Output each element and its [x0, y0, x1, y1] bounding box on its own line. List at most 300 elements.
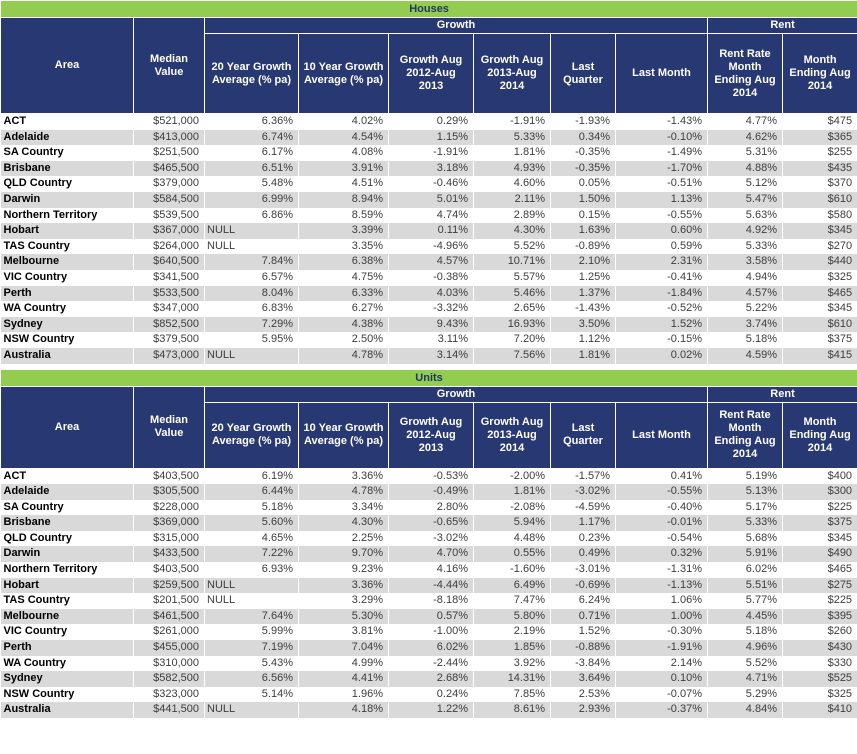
- last-quarter-cell: 2.93%: [551, 702, 616, 718]
- rent-rate-cell: 5.68%: [708, 531, 783, 547]
- rent-rate-cell: 4.57%: [708, 286, 783, 302]
- median-value-cell: $582,500: [134, 671, 205, 687]
- rent-month-ending-cell: $430: [783, 640, 857, 656]
- area-cell: Adelaide: [1, 130, 134, 146]
- rent-rate-cell: 5.29%: [708, 687, 783, 703]
- table-row: [1, 593, 857, 609]
- growth-2012-2013-cell: 4.74%: [389, 208, 474, 224]
- rent-month-ending-cell: $465: [783, 286, 857, 302]
- last-month-cell: -0.55%: [616, 484, 708, 500]
- growth-2012-2013-cell: -0.53%: [389, 468, 474, 484]
- rent-rate-cell: 4.88%: [708, 161, 783, 177]
- last-quarter-cell: 0.23%: [551, 531, 616, 547]
- growth-10yr-avg-cell: 2.50%: [299, 332, 389, 348]
- area-cell: Hobart: [1, 578, 134, 594]
- group-header-row: [1, 18, 857, 34]
- last-quarter-cell: -0.89%: [551, 239, 616, 255]
- growth-2012-2013-cell: 3.18%: [389, 161, 474, 177]
- table-row: [1, 546, 857, 562]
- growth-20yr-avg-cell: 6.83%: [205, 301, 299, 317]
- last-month-cell: 1.00%: [616, 609, 708, 625]
- growth-2012-2013-cell: -1.00%: [389, 624, 474, 640]
- growth-2013-2014-cell: 2.11%: [474, 192, 551, 208]
- rent-rate-cell: 5.13%: [708, 484, 783, 500]
- growth-2013-2014-cell: 5.52%: [474, 239, 551, 255]
- last-quarter-cell: 6.24%: [551, 593, 616, 609]
- area-cell: Melbourne: [1, 609, 134, 625]
- rent-rate-cell: 5.33%: [708, 515, 783, 531]
- median-value-column-header: Median Value: [134, 386, 205, 468]
- area-cell: NSW Country: [1, 332, 134, 348]
- growth-10yr-avg-header: 10 Year Growth Average (% pa): [299, 402, 389, 468]
- growth-2013-2014-cell: 4.93%: [474, 161, 551, 177]
- growth-20yr-avg-cell: NULL: [205, 239, 299, 255]
- growth-20yr-avg-cell: 7.19%: [205, 640, 299, 656]
- rent-rate-cell: 5.51%: [708, 578, 783, 594]
- rent-month-ending-cell: $225: [783, 500, 857, 516]
- growth-2013-2014-cell: 7.47%: [474, 593, 551, 609]
- growth-20yr-avg-cell: 4.65%: [205, 531, 299, 547]
- growth-10yr-avg-cell: 5.30%: [299, 609, 389, 625]
- last-month-cell: -1.31%: [616, 562, 708, 578]
- rent-month-ending-cell: $375: [783, 515, 857, 531]
- last-quarter-cell: 1.17%: [551, 515, 616, 531]
- growth-2013-2014-cell: 2.89%: [474, 208, 551, 224]
- median-value-column-header: Median Value: [134, 18, 205, 114]
- growth-2013-2014-cell: 1.85%: [474, 640, 551, 656]
- rent-month-ending-cell: $345: [783, 531, 857, 547]
- rent-month-ending-cell: $525: [783, 671, 857, 687]
- table-row: [1, 687, 857, 703]
- growth-20yr-avg-cell: 6.56%: [205, 671, 299, 687]
- area-cell: Australia: [1, 702, 134, 718]
- table-row: [1, 145, 857, 161]
- area-cell: ACT: [1, 114, 134, 130]
- area-cell: QLD Country: [1, 531, 134, 547]
- table-row: [1, 130, 857, 146]
- growth-2012-2013-cell: -3.32%: [389, 301, 474, 317]
- last-month-cell: -1.49%: [616, 145, 708, 161]
- rent-month-ending-cell: $325: [783, 687, 857, 703]
- growth-2012-2013-cell: 3.11%: [389, 332, 474, 348]
- growth-2013-2014-cell: 5.57%: [474, 270, 551, 286]
- growth-2013-2014-cell: 5.46%: [474, 286, 551, 302]
- table-body: [1, 468, 857, 718]
- growth-20yr-avg-cell: 6.51%: [205, 161, 299, 177]
- area-cell: WA Country: [1, 301, 134, 317]
- growth-10yr-avg-cell: 3.35%: [299, 239, 389, 255]
- growth-10yr-avg-cell: 3.34%: [299, 500, 389, 516]
- table-header: [1, 369, 857, 468]
- growth-2012-2013-cell: -0.38%: [389, 270, 474, 286]
- growth-20yr-avg-cell: 7.64%: [205, 609, 299, 625]
- growth-20yr-avg-cell: NULL: [205, 593, 299, 609]
- median-value-cell: $251,500: [134, 145, 205, 161]
- rent-rate-cell: 4.77%: [708, 114, 783, 130]
- rent-rate-cell: 4.92%: [708, 223, 783, 239]
- rent-month-ending-cell: $415: [783, 348, 857, 364]
- table-row: [1, 161, 857, 177]
- growth-10yr-avg-cell: 9.23%: [299, 562, 389, 578]
- median-value-cell: $259,500: [134, 578, 205, 594]
- growth-2013-2014-cell: 10.71%: [474, 254, 551, 270]
- rent-rate-header: Rent Rate Month Ending Aug 2014: [708, 402, 783, 468]
- growth-20yr-avg-cell: 5.99%: [205, 624, 299, 640]
- table-header: [1, 1, 857, 114]
- growth-10yr-avg-cell: 4.78%: [299, 348, 389, 364]
- area-cell: VIC Country: [1, 624, 134, 640]
- median-value-cell: $473,000: [134, 348, 205, 364]
- growth-10yr-avg-cell: 4.18%: [299, 702, 389, 718]
- growth-20yr-avg-cell: 6.36%: [205, 114, 299, 130]
- growth-10yr-avg-cell: 4.75%: [299, 270, 389, 286]
- growth-2012-2013-cell: 3.14%: [389, 348, 474, 364]
- last-quarter-cell: 1.81%: [551, 348, 616, 364]
- table-row: [1, 562, 857, 578]
- last-quarter-cell: -1.43%: [551, 301, 616, 317]
- rent-rate-cell: 4.71%: [708, 671, 783, 687]
- group-header-row: [1, 386, 857, 402]
- growth-10yr-avg-cell: 9.70%: [299, 546, 389, 562]
- median-value-cell: $261,000: [134, 624, 205, 640]
- section-title-row: [1, 369, 857, 386]
- growth-10yr-avg-cell: 4.78%: [299, 484, 389, 500]
- rent-rate-cell: 6.02%: [708, 562, 783, 578]
- growth-2013-2014-cell: 5.80%: [474, 609, 551, 625]
- table-row: [1, 286, 857, 302]
- last-quarter-cell: -3.02%: [551, 484, 616, 500]
- growth-2012-2013-cell: 4.57%: [389, 254, 474, 270]
- growth-10yr-avg-cell: 4.99%: [299, 656, 389, 672]
- growth-10yr-avg-cell: 8.59%: [299, 208, 389, 224]
- growth-2012-2013-cell: 9.43%: [389, 317, 474, 333]
- growth-2012-2013-cell: -2.44%: [389, 656, 474, 672]
- last-month-cell: -0.41%: [616, 270, 708, 286]
- last-month-cell: 1.52%: [616, 317, 708, 333]
- area-cell: Melbourne: [1, 254, 134, 270]
- last-quarter-cell: 0.05%: [551, 176, 616, 192]
- growth-2013-2014-cell: 1.81%: [474, 145, 551, 161]
- growth-20yr-avg-cell: NULL: [205, 702, 299, 718]
- growth-group-header: Growth: [205, 386, 708, 402]
- growth-20yr-avg-cell: 6.86%: [205, 208, 299, 224]
- median-value-cell: $347,000: [134, 301, 205, 317]
- last-month-header: Last Month: [616, 34, 708, 114]
- growth-20yr-avg-header: 20 Year Growth Average (% pa): [205, 34, 299, 114]
- growth-2013-2014-cell: 3.92%: [474, 656, 551, 672]
- area-cell: Perth: [1, 286, 134, 302]
- last-quarter-cell: 3.50%: [551, 317, 616, 333]
- growth-20yr-avg-cell: 5.43%: [205, 656, 299, 672]
- median-value-cell: $533,500: [134, 286, 205, 302]
- last-quarter-cell: 2.10%: [551, 254, 616, 270]
- growth-2012-2013-cell: -1.91%: [389, 145, 474, 161]
- last-quarter-cell: 1.52%: [551, 624, 616, 640]
- last-month-cell: -0.37%: [616, 702, 708, 718]
- houses-table: [0, 0, 857, 364]
- last-month-header: Last Month: [616, 402, 708, 468]
- growth-20yr-avg-cell: 5.14%: [205, 687, 299, 703]
- last-month-cell: -1.43%: [616, 114, 708, 130]
- table-row: [1, 223, 857, 239]
- median-value-cell: $201,500: [134, 593, 205, 609]
- median-value-cell: $379,500: [134, 332, 205, 348]
- last-month-cell: 1.06%: [616, 593, 708, 609]
- area-column-header: Area: [1, 386, 134, 468]
- rent-rate-cell: 4.59%: [708, 348, 783, 364]
- rent-rate-cell: 4.84%: [708, 702, 783, 718]
- median-value-cell: $367,000: [134, 223, 205, 239]
- area-cell: Perth: [1, 640, 134, 656]
- growth-2013-2014-cell: 7.20%: [474, 332, 551, 348]
- growth-2012-2013-cell: -4.44%: [389, 578, 474, 594]
- growth-20yr-avg-cell: 6.99%: [205, 192, 299, 208]
- area-cell: TAS Country: [1, 593, 134, 609]
- last-month-cell: -1.13%: [616, 578, 708, 594]
- table-row: [1, 270, 857, 286]
- growth-20yr-avg-cell: 6.44%: [205, 484, 299, 500]
- growth-20yr-avg-cell: 7.22%: [205, 546, 299, 562]
- rent-rate-cell: 5.91%: [708, 546, 783, 562]
- median-value-cell: $455,000: [134, 640, 205, 656]
- rent-rate-cell: 4.94%: [708, 270, 783, 286]
- rent-month-ending-header: Month Ending Aug 2014: [783, 402, 857, 468]
- table-row: [1, 578, 857, 594]
- median-value-cell: $433,500: [134, 546, 205, 562]
- growth-10yr-avg-cell: 3.29%: [299, 593, 389, 609]
- table-row: [1, 317, 857, 333]
- median-value-cell: $403,500: [134, 468, 205, 484]
- last-quarter-cell: 0.15%: [551, 208, 616, 224]
- growth-20yr-avg-cell: 7.84%: [205, 254, 299, 270]
- growth-20yr-avg-header: 20 Year Growth Average (% pa): [205, 402, 299, 468]
- area-cell: VIC Country: [1, 270, 134, 286]
- last-quarter-cell: 2.53%: [551, 687, 616, 703]
- rent-rate-cell: 5.47%: [708, 192, 783, 208]
- rent-rate-cell: 4.62%: [708, 130, 783, 146]
- table-row: [1, 515, 857, 531]
- last-quarter-cell: 1.37%: [551, 286, 616, 302]
- last-month-cell: -1.70%: [616, 161, 708, 177]
- median-value-cell: $379,000: [134, 176, 205, 192]
- table-row: [1, 332, 857, 348]
- rent-month-ending-cell: $375: [783, 332, 857, 348]
- rent-rate-cell: 5.77%: [708, 593, 783, 609]
- rent-month-ending-cell: $610: [783, 192, 857, 208]
- last-month-cell: 2.31%: [616, 254, 708, 270]
- growth-2012-2013-cell: -4.96%: [389, 239, 474, 255]
- last-month-cell: 0.59%: [616, 239, 708, 255]
- median-value-cell: $539,500: [134, 208, 205, 224]
- median-value-cell: $403,500: [134, 562, 205, 578]
- last-month-cell: -0.55%: [616, 208, 708, 224]
- growth-20yr-avg-cell: 6.17%: [205, 145, 299, 161]
- rent-month-ending-cell: $365: [783, 130, 857, 146]
- last-quarter-header: Last Quarter: [551, 402, 616, 468]
- area-cell: Hobart: [1, 223, 134, 239]
- growth-10yr-avg-cell: 4.38%: [299, 317, 389, 333]
- growth-2012-2013-header: Growth Aug 2012-Aug 2013: [389, 402, 474, 468]
- growth-2013-2014-cell: 0.55%: [474, 546, 551, 562]
- growth-10yr-avg-cell: 6.27%: [299, 301, 389, 317]
- rent-rate-cell: 5.12%: [708, 176, 783, 192]
- table-row: [1, 624, 857, 640]
- growth-10yr-avg-cell: 3.39%: [299, 223, 389, 239]
- growth-2012-2013-cell: 0.24%: [389, 687, 474, 703]
- rent-rate-cell: 5.31%: [708, 145, 783, 161]
- last-quarter-header: Last Quarter: [551, 34, 616, 114]
- section-title: Houses: [1, 1, 857, 18]
- last-quarter-cell: 0.49%: [551, 546, 616, 562]
- growth-2012-2013-cell: 4.70%: [389, 546, 474, 562]
- growth-2012-2013-cell: 4.16%: [389, 562, 474, 578]
- rent-month-ending-cell: $345: [783, 301, 857, 317]
- units-table: [0, 369, 857, 719]
- rent-rate-cell: 5.18%: [708, 332, 783, 348]
- area-cell: SA Country: [1, 145, 134, 161]
- table-row: [1, 484, 857, 500]
- growth-2012-2013-cell: 2.80%: [389, 500, 474, 516]
- rent-month-ending-cell: $465: [783, 562, 857, 578]
- table-row: [1, 176, 857, 192]
- area-cell: WA Country: [1, 656, 134, 672]
- section-title-row: [1, 1, 857, 18]
- rent-month-ending-cell: $410: [783, 702, 857, 718]
- growth-10yr-avg-cell: 1.96%: [299, 687, 389, 703]
- growth-10yr-avg-cell: 4.30%: [299, 515, 389, 531]
- last-month-cell: 0.10%: [616, 671, 708, 687]
- median-value-cell: $521,000: [134, 114, 205, 130]
- growth-10yr-avg-cell: 4.51%: [299, 176, 389, 192]
- growth-2012-2013-cell: 1.15%: [389, 130, 474, 146]
- median-value-cell: $369,000: [134, 515, 205, 531]
- last-month-cell: 0.41%: [616, 468, 708, 484]
- last-month-cell: -0.40%: [616, 500, 708, 516]
- rent-rate-cell: 5.19%: [708, 468, 783, 484]
- last-month-cell: -0.07%: [616, 687, 708, 703]
- area-cell: QLD Country: [1, 176, 134, 192]
- last-quarter-cell: 0.34%: [551, 130, 616, 146]
- last-month-cell: -0.10%: [616, 130, 708, 146]
- last-quarter-cell: -0.35%: [551, 145, 616, 161]
- growth-20yr-avg-cell: NULL: [205, 223, 299, 239]
- growth-2013-2014-cell: 16.93%: [474, 317, 551, 333]
- area-cell: Northern Territory: [1, 562, 134, 578]
- last-quarter-cell: 1.63%: [551, 223, 616, 239]
- growth-10yr-avg-cell: 7.04%: [299, 640, 389, 656]
- table-row: [1, 208, 857, 224]
- rent-group-header: Rent: [708, 386, 857, 402]
- last-quarter-cell: -1.93%: [551, 114, 616, 130]
- table-row: [1, 192, 857, 208]
- rent-month-ending-header: Month Ending Aug 2014: [783, 34, 857, 114]
- last-month-cell: -0.51%: [616, 176, 708, 192]
- growth-10yr-avg-cell: 3.81%: [299, 624, 389, 640]
- last-month-cell: -0.01%: [616, 515, 708, 531]
- rent-rate-cell: 5.63%: [708, 208, 783, 224]
- rent-month-ending-cell: $345: [783, 223, 857, 239]
- growth-20yr-avg-cell: 8.04%: [205, 286, 299, 302]
- growth-10yr-avg-header: 10 Year Growth Average (% pa): [299, 34, 389, 114]
- growth-20yr-avg-cell: 6.19%: [205, 468, 299, 484]
- area-cell: Darwin: [1, 546, 134, 562]
- growth-10yr-avg-cell: 6.33%: [299, 286, 389, 302]
- growth-10yr-avg-cell: 3.36%: [299, 468, 389, 484]
- rent-rate-cell: 5.22%: [708, 301, 783, 317]
- growth-2012-2013-cell: 2.68%: [389, 671, 474, 687]
- growth-20yr-avg-cell: 6.57%: [205, 270, 299, 286]
- table-row: [1, 254, 857, 270]
- area-cell: Adelaide: [1, 484, 134, 500]
- growth-2012-2013-header: Growth Aug 2012-Aug 2013: [389, 34, 474, 114]
- growth-10yr-avg-cell: 4.08%: [299, 145, 389, 161]
- growth-20yr-avg-cell: 5.48%: [205, 176, 299, 192]
- rent-rate-cell: 4.45%: [708, 609, 783, 625]
- growth-2013-2014-cell: 6.49%: [474, 578, 551, 594]
- last-quarter-cell: -0.35%: [551, 161, 616, 177]
- growth-2013-2014-cell: -2.08%: [474, 500, 551, 516]
- rent-month-ending-cell: $300: [783, 484, 857, 500]
- growth-2013-2014-cell: 14.31%: [474, 671, 551, 687]
- rent-rate-cell: 3.58%: [708, 254, 783, 270]
- growth-10yr-avg-cell: 4.41%: [299, 671, 389, 687]
- growth-20yr-avg-cell: 7.29%: [205, 317, 299, 333]
- last-quarter-cell: -3.01%: [551, 562, 616, 578]
- growth-2013-2014-cell: 7.56%: [474, 348, 551, 364]
- growth-2013-2014-cell: 5.33%: [474, 130, 551, 146]
- median-value-cell: $323,000: [134, 687, 205, 703]
- growth-10yr-avg-cell: 8.94%: [299, 192, 389, 208]
- median-value-cell: $228,000: [134, 500, 205, 516]
- growth-2013-2014-cell: 4.48%: [474, 531, 551, 547]
- table-row: [1, 702, 857, 718]
- rent-month-ending-cell: $225: [783, 593, 857, 609]
- growth-2012-2013-cell: 0.29%: [389, 114, 474, 130]
- area-column-header: Area: [1, 18, 134, 114]
- table-row: [1, 500, 857, 516]
- growth-2012-2013-cell: 5.01%: [389, 192, 474, 208]
- growth-20yr-avg-cell: 6.74%: [205, 130, 299, 146]
- growth-2013-2014-cell: 8.61%: [474, 702, 551, 718]
- growth-10yr-avg-cell: 4.02%: [299, 114, 389, 130]
- rent-rate-cell: 5.52%: [708, 656, 783, 672]
- section-title: Units: [1, 369, 857, 386]
- median-value-cell: $413,000: [134, 130, 205, 146]
- last-month-cell: 0.02%: [616, 348, 708, 364]
- table-row: [1, 609, 857, 625]
- growth-20yr-avg-cell: 6.93%: [205, 562, 299, 578]
- area-cell: Northern Territory: [1, 208, 134, 224]
- growth-20yr-avg-cell: NULL: [205, 578, 299, 594]
- rent-rate-cell: 5.18%: [708, 624, 783, 640]
- last-quarter-cell: 1.12%: [551, 332, 616, 348]
- growth-20yr-avg-cell: 5.95%: [205, 332, 299, 348]
- growth-2013-2014-cell: 4.60%: [474, 176, 551, 192]
- last-quarter-cell: 3.64%: [551, 671, 616, 687]
- growth-2012-2013-cell: 0.57%: [389, 609, 474, 625]
- growth-2012-2013-cell: 0.11%: [389, 223, 474, 239]
- table-row: [1, 531, 857, 547]
- rent-month-ending-cell: $435: [783, 161, 857, 177]
- growth-20yr-avg-cell: NULL: [205, 348, 299, 364]
- last-quarter-cell: -1.57%: [551, 468, 616, 484]
- last-quarter-cell: 0.71%: [551, 609, 616, 625]
- rent-rate-cell: 4.96%: [708, 640, 783, 656]
- table-row: [1, 468, 857, 484]
- last-quarter-cell: 1.50%: [551, 192, 616, 208]
- area-cell: Brisbane: [1, 161, 134, 177]
- table-row: [1, 671, 857, 687]
